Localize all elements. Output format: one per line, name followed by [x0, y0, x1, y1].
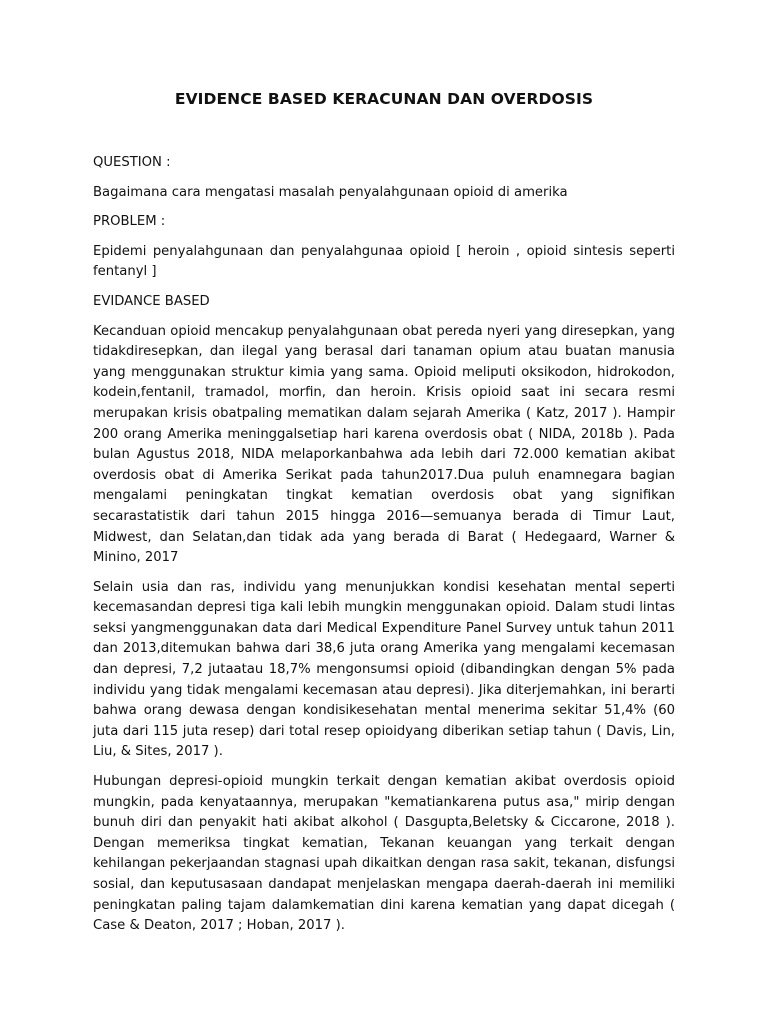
problem-label: PROBLEM : [93, 214, 166, 230]
body-paragraph: Kecanduan opioid mencakup penyalahgunaan obat pereda nyeri yang diresepkan, yang tidakdiresepkan, dan ilegal yang berasal dari tanaman opium atau buatan manusia yang menggunakan struktur kimia yang sama. Opioid meliputi oksikodon, hidrokodon, kodein,fentanil, tramadol, morfin, dan heroin. Krisis opioid saat ini secara resmi merupakan krisis obatpaling mematikan dalam sejarah Amerika ( Katz, 2017 ). Hampir 200 orang Amerika meninggalsetiap hari karena overdosis obat ( NIDA, 2018b ). Pada bulan Agustus 2018, NIDA melaporkanbahwa ada lebih dari 72.000 kematian akibat overdosis obat di Amerika Serikat pada tahun2017.Dua puluh enamnegara bagian mengalami peningkatan tingkat kematian overdosis obat yang signifikan secarastatistik dari tahun 2015 hingga 2016—semuanya berada di Timur Laut, Midwest, dan Selatan,dan tidak ada yang berada di Barat ( Hedegaard, Warner & Minino, 2017 [93, 323, 675, 566]
body-paragraph: Selain usia dan ras, individu yang menunjukkan kondisi kesehatan mental seperti kecemasandan depresi tiga kali lebih mungkin menggunakan opioid. Dalam studi lintas seksi yangmenggunakan data dari Medical Expenditure Panel Survey untuk tahun 2011 dan 2013,ditemukan bahwa dari 38,6 juta orang Amerika yang mengalami kecemasan dan depresi, 7,2 jutaatau 18,7% mengonsumsi opioid (dibandingkan dengan 5% pada individu yang tidak mengalami kecemasan atau depresi). Jika diterjemahkan, ini berarti bahwa orang dewasa dengan kondisikesehatan mental menerima sekitar 51,4% (60 juta dari 115 juta resep) dari total resep opioidyang diberikan setiap tahun ( Davis, Lin, Liu, & Sites, 2017 ). [93, 579, 675, 760]
question-label: QUESTION : [93, 155, 171, 170]
body-paragraph: Hubungan depresi-opioid mungkin terkait dengan kematian akibat overdosis opioid mungkin, pada kenyataannya, merupakan "kematiankarena putus asa," mirip dengan bunuh diri dan penyakit hati akibat alkohol ( Dasgupta,Beletsky & Ciccarone, 2018 ). Dengan memeriksa tingkat kematian, Tekanan keuangan yang terkait dengan kehilangan pekerjaandan stagnasi upah dikaitkan dengan rasa sakit, tekanan, disfungsi sosial, dan keputusasaan dandapat menjelaskan mengapa daerah-daerah ini memiliki peningkatan paling tajam dalamkematian dini karena kematian yang dapat dicegah ( Case & Deaton, 2017 ; Hoban, 2017 ). [93, 774, 675, 934]
document-title: EVIDENCE BASED KERACUNAN DAN OVERDOSIS [174, 90, 594, 108]
document-body [93, 153, 675, 946]
evidence-label: EVIDANCE BASED [93, 293, 210, 309]
problem-text: Epidemi penyalahgunaan dan penyalahgunaa opioid [ heroin , opioid sintesis seperti fentanyl ] [93, 243, 675, 280]
question-text: Bagaimana cara mengatasi masalah penyalahgunaan opioid di amerika [93, 184, 568, 200]
